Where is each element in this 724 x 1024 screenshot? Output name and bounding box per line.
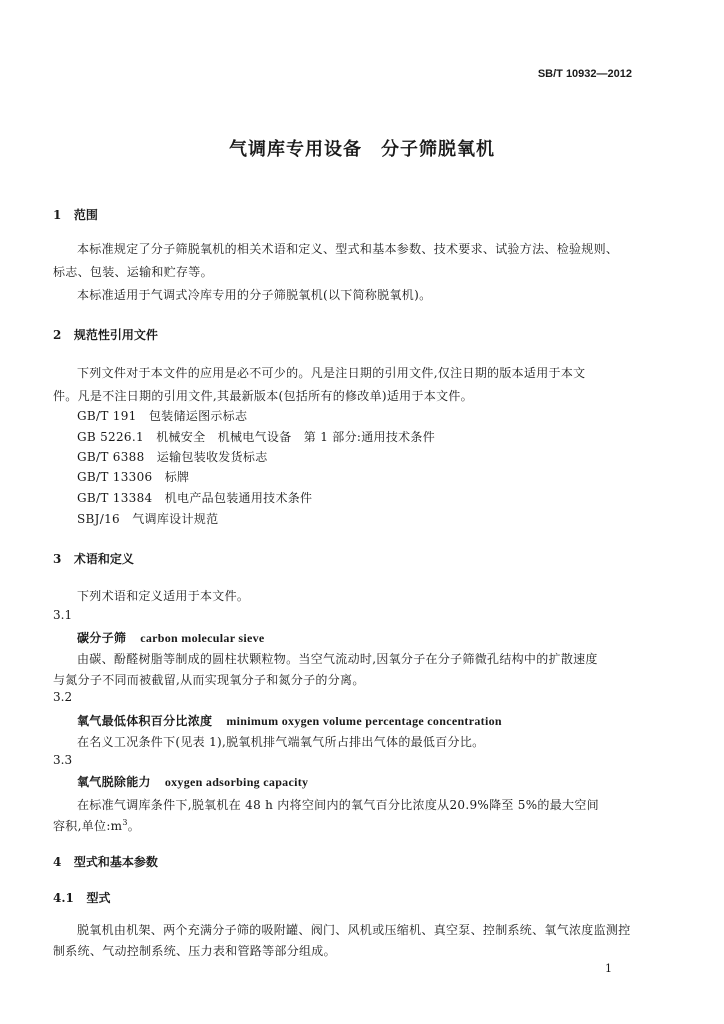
section-number: 3 — [53, 552, 62, 566]
term-title — [77, 629, 265, 646]
term-number: 3.1 — [53, 608, 73, 622]
term-zh: 氧气最低体积百分比浓度 — [77, 714, 213, 728]
paragraph-line: 在名义工况条件下(见表 1),脱氧机排气端氧气所占排出气体的最低百分比。 — [77, 735, 485, 749]
paragraph-line: 件。凡是不注日期的引用文件,其最新版本(包括所有的修改单)适用于本文件。 — [53, 389, 473, 403]
section-2-heading — [53, 326, 158, 343]
paragraph-line — [53, 817, 140, 834]
reference-item: GB/T 6388 运输包装收发货标志 — [77, 450, 268, 464]
paragraph-line: 下列术语和定义适用于本文件。 — [77, 589, 250, 603]
term-title — [77, 773, 308, 790]
page-number: 1 — [605, 962, 612, 975]
reference-item: GB/T 191 包装储运图示标志 — [77, 409, 248, 423]
term-zh: 氧气脱除能力 — [77, 775, 151, 789]
section-title: 范围 — [73, 208, 98, 222]
section-3-heading — [53, 550, 134, 567]
unit-text: 容积,单位:m — [53, 819, 123, 833]
section-number: 1 — [53, 208, 62, 222]
paragraph-line: 本标准适用于气调式冷库专用的分子筛脱氧机(以下简称脱氧机)。 — [77, 288, 432, 302]
unit-end: 。 — [127, 819, 141, 833]
section-title: 型式和基本参数 — [73, 855, 158, 869]
reference-item: GB/T 13306 标牌 — [77, 470, 190, 484]
reference-item: SBJ/16 气调库设计规范 — [77, 512, 219, 526]
section-title: 规范性引用文件 — [73, 328, 158, 342]
term-en: minimum oxygen volume percentage concentration — [226, 714, 502, 728]
term-title — [77, 712, 502, 729]
paragraph-line: 脱氧机由机架、两个充满分子筛的吸附罐、阀门、风机或压缩机、真空泵、控制系统、氧气浓度监测控 — [77, 923, 631, 937]
paragraph-line: 由碳、酚醛树脂等制成的圆柱状颗粒物。当空气流动时,因氧分子在分子筛微孔结构中的扩散速度 — [77, 652, 598, 666]
reference-item: GB 5226.1 机械安全 机械电气设备 第 1 部分:通用技术条件 — [77, 430, 436, 444]
term-zh: 碳分子筛 — [77, 631, 127, 645]
unit-superscript: 3 — [122, 818, 128, 827]
section-1-heading — [53, 206, 98, 223]
standard-code: SB/T 10932—2012 — [537, 68, 632, 80]
paragraph-line: 下列文件对于本文件的应用是必不可少的。凡是注日期的引用文件,仅注日期的版本适用于本文 — [77, 366, 586, 380]
paragraph-line: 与氮分子不同而被截留,从而实现氧分子和氮分子的分离。 — [53, 673, 365, 687]
section-4-heading — [53, 853, 158, 870]
section-number: 4 — [53, 855, 62, 869]
paragraph-line: 在标准气调库条件下,脱氧机在 48 h 内将空间内的氧气百分比浓度从20.9%降至 5%的最大空间 — [77, 798, 599, 812]
term-en: oxygen adsorbing capacity — [164, 775, 309, 789]
section-number: 2 — [53, 328, 62, 342]
paragraph-line: 本标准规定了分子筛脱氧机的相关术语和定义、型式和基本参数、技术要求、试验方法、检验规则、 — [77, 242, 619, 256]
term-number: 3.3 — [53, 753, 73, 767]
page-title: 气调库专用设备 分子筛脱氧机 — [229, 139, 495, 160]
term-number: 3.2 — [53, 690, 73, 704]
section-title: 术语和定义 — [73, 552, 134, 566]
term-en: carbon molecular sieve — [140, 631, 265, 645]
paragraph-line: 标志、包装、运输和贮存等。 — [53, 265, 213, 279]
reference-item: GB/T 13384 机电产品包装通用技术条件 — [77, 491, 313, 505]
subsection-number: 4.1 — [53, 891, 74, 905]
subsection-4-1-heading — [53, 889, 110, 906]
paragraph-line: 制系统、气动控制系统、压力表和管路等部分组成。 — [53, 944, 336, 958]
subsection-title: 型式 — [86, 891, 111, 905]
